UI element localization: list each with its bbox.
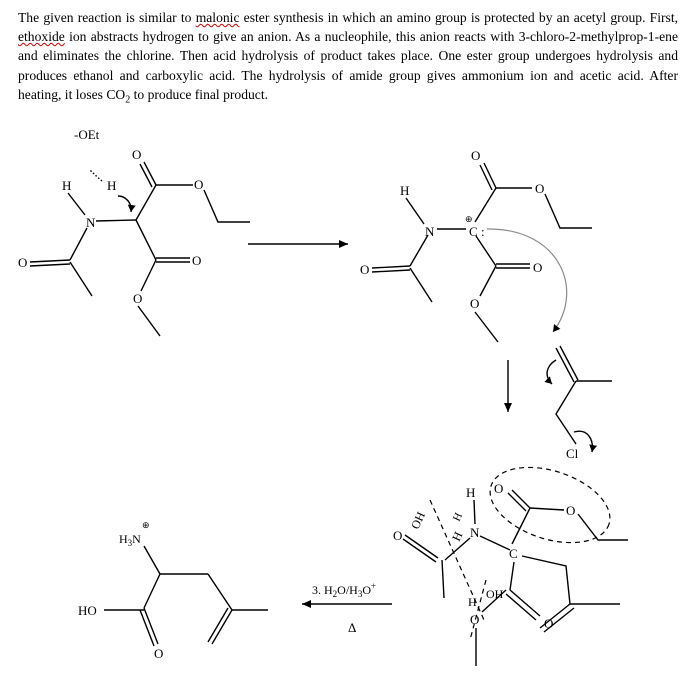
final-product <box>78 520 268 661</box>
ester2-o-label-2: O <box>470 296 480 311</box>
ethyl-chain-2 <box>545 194 592 228</box>
nucleophilic-attack-arrow <box>487 229 567 332</box>
alkene-double-bond <box>556 346 578 382</box>
water-h-label-2: H <box>449 529 466 544</box>
methyl-on-o2-2 <box>475 312 498 342</box>
ethoxide-approach-dots <box>90 170 102 181</box>
alkyl-chloride <box>547 346 612 461</box>
bond-n-camide <box>70 228 87 260</box>
ester2-carbonyl-o-label-2: O <box>533 260 543 275</box>
quaternary-c-label: C <box>509 546 518 561</box>
side-chain-ch2 <box>522 556 570 604</box>
bond-c1-o-double-2 <box>480 163 496 190</box>
bond-c2-o-double-3 <box>506 590 540 620</box>
water-h-label-bottom: H <box>468 595 477 609</box>
ester2-carbonyl-o-label-3: O <box>544 616 554 631</box>
ch2-chain <box>556 381 576 444</box>
carbanion-c-label: C <box>469 224 478 239</box>
amide-nitrogen-label-2: N <box>425 224 435 239</box>
nh-hydrogen-label-3: H <box>466 485 476 500</box>
alpha-hydrogen-label: H <box>107 178 117 193</box>
methyl-on-o2 <box>138 306 160 336</box>
amide-nitrogen-label: N <box>86 215 96 230</box>
nh-hydrogen-label-2: H <box>400 183 410 198</box>
bond-h-n-3 <box>474 500 475 524</box>
bond-c-c2-3 <box>510 562 514 590</box>
ester-hydrolysis-dashed-ellipse <box>481 454 620 557</box>
bond-c-c1-2 <box>475 188 496 222</box>
spell-flag-ethoxide: ethoxide <box>18 29 65 45</box>
amide-carbonyl-o-label: O <box>18 255 28 270</box>
bond-c-o-double-4 <box>140 608 158 646</box>
ester1-carbonyl-o-label-2: O <box>471 148 481 163</box>
amide-carbonyl-o-label-3: O <box>393 528 403 543</box>
bond-h-n <box>68 193 85 215</box>
bond-n-c-3 <box>480 536 510 550</box>
bond-amide-ch3 <box>70 262 92 296</box>
chlorine-label: Cl <box>566 446 579 461</box>
spell-flag-malonic: malonic <box>195 10 240 25</box>
bond-c1-o-double-3 <box>508 490 530 511</box>
hydrolysis-reagents: 3. $H_2O/H_3O^+$ <box>312 581 377 599</box>
starting-material <box>18 127 250 336</box>
bond-calpha-c2 <box>136 220 156 260</box>
proton-abstraction-arrow <box>118 196 131 212</box>
water-h-label-top: H <box>450 510 466 524</box>
water-oh-label-bottom: OH <box>486 587 504 601</box>
amide-carbonyl-o-label-2: O <box>360 262 370 277</box>
ester1-carbonyl-o-label: O <box>132 147 142 162</box>
alkylated-product <box>393 454 628 666</box>
acid-carbonyl-o-label: O <box>154 646 164 661</box>
bond-c-c1-3 <box>512 508 530 544</box>
bond-c1-o-3 <box>530 508 564 510</box>
carbanion-intermediate <box>360 148 592 342</box>
hydroxyl-label: HO <box>78 603 97 618</box>
bond-c2-o-2 <box>480 266 496 296</box>
bond-n-camide-2 <box>410 235 428 266</box>
ethyl-chain-1 <box>204 190 250 222</box>
ester1-o-label: O <box>194 177 204 192</box>
heat-symbol: Δ <box>348 620 357 635</box>
amide-nitrogen-label-3: N <box>470 525 480 540</box>
water-oh-label-top: OH <box>408 509 429 532</box>
bond-amide-co-2 <box>372 266 410 272</box>
ester2-o-label-3: O <box>470 612 480 627</box>
bond-n-calpha <box>96 220 136 221</box>
bond-amide-ch3-3 <box>442 560 444 598</box>
reaction-description: The given reaction is similar to malonic ester synthesis in which an amino group is protected by an acetyl group. First, ethoxide ion abstracts hydrogen to give an anion. As a nucleophile, this anion reacts with 3-chloro-2-methylprop-1-ene and eliminates the chlorine. Then acid hydrolysis of product takes place. One ester group undergoes hydrolysis and produces ethanol and carboxylic acid. The hydrolysis of amide group gives ammonium ion and acetic acid. After heating, it loses $CO_2$ to produce final product. <box>18 10 678 106</box>
ester1-o-label-2: O <box>535 181 545 196</box>
bond-ch2-c-4 <box>208 574 232 610</box>
nh-hydrogen-label: H <box>62 178 72 193</box>
bond-h-n-2 <box>406 198 424 224</box>
pi-electron-arrow <box>547 360 556 384</box>
bond-n-calpha-4 <box>144 546 160 574</box>
bond-c1-o-double <box>140 162 156 187</box>
bond-calpha-c1 <box>136 185 156 220</box>
ethoxide-label: -OEt <box>74 127 100 142</box>
ammonium-charge: ⊕ <box>142 520 150 530</box>
ester1-o-label-3: O <box>566 503 576 518</box>
ammonium-label: $H_3N$ <box>119 532 141 548</box>
ester2-carbonyl-o-label: O <box>192 253 202 268</box>
carbanion-lone-pair: : <box>481 224 485 239</box>
charge-symbol-carbanion: ⊕ <box>465 214 473 224</box>
ester1-carbonyl-o-label-3: O <box>494 481 504 496</box>
bond-c-c2-2 <box>476 236 496 266</box>
bond-calpha-cooh-4 <box>144 574 160 608</box>
bond-alkene-4 <box>208 608 232 644</box>
bond-c2-o-double <box>156 258 190 262</box>
bond-c2-o <box>141 260 156 291</box>
bond-c2-o-double-2 <box>496 264 530 268</box>
bond-amide-co-3 <box>403 535 438 562</box>
bond-amide-co <box>30 260 70 266</box>
bond-amide-ch3-2 <box>410 268 432 302</box>
ester2-o-label: O <box>133 291 143 306</box>
ethyl-chain-3 <box>578 514 628 540</box>
